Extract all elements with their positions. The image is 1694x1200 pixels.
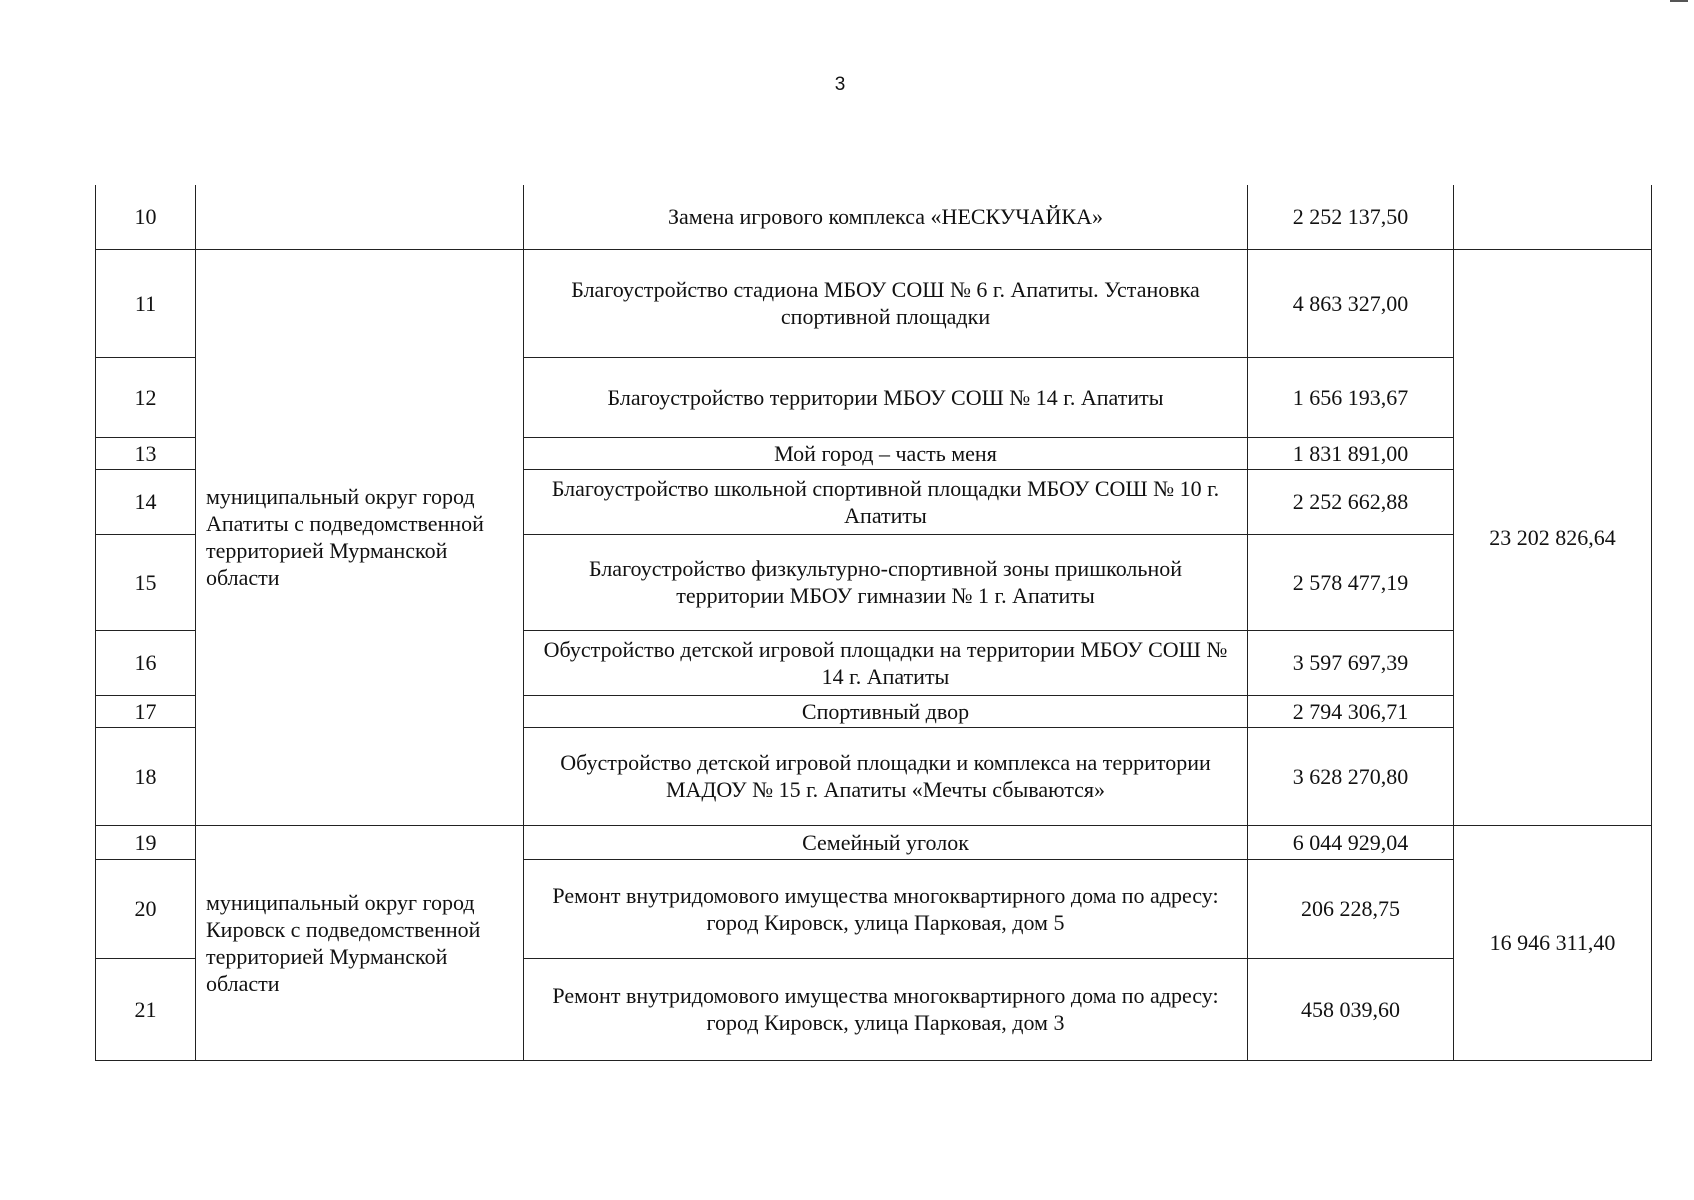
municipality-cell: муниципальный округ город Кировск с подведомственной территорией Мурманской области bbox=[196, 825, 524, 1060]
projects-table bbox=[95, 185, 1652, 1061]
project-name: Благоустройство физкультурно-спортивной зоны пришкольной территории МБОУ гимназии № 1 г. Апатиты bbox=[524, 534, 1248, 630]
table-row bbox=[96, 249, 1652, 357]
project-name: Благоустройство школьной спортивной площадки МБОУ СОШ № 10 г. Апатиты bbox=[524, 469, 1248, 534]
project-amount: 2 578 477,19 bbox=[1248, 534, 1454, 630]
project-amount: 1 831 891,00 bbox=[1248, 437, 1454, 469]
municipality-cell: муниципальный округ город Апатиты с подведомственной территорией Мурманской области bbox=[196, 249, 524, 825]
project-name: Ремонт внутридомового имущества многоквартирного дома по адресу: город Кировск, улица Парковая, дом 3 bbox=[524, 958, 1248, 1060]
project-name: Ремонт внутридомового имущества многоквартирного дома по адресу: город Кировск, улица Парковая, дом 5 bbox=[524, 859, 1248, 958]
row-number: 21 bbox=[96, 958, 196, 1060]
project-name: Обустройство детской игровой площадки на территории МБОУ СОШ № 14 г. Апатиты bbox=[524, 630, 1248, 695]
row-number: 13 bbox=[96, 437, 196, 469]
project-amount: 2 794 306,71 bbox=[1248, 695, 1454, 727]
row-number: 10 bbox=[96, 185, 196, 249]
project-name: Мой город – часть меня bbox=[524, 437, 1248, 469]
project-amount: 6 044 929,04 bbox=[1248, 825, 1454, 859]
project-name: Семейный уголок bbox=[524, 825, 1248, 859]
row-number: 15 bbox=[96, 534, 196, 630]
row-number: 17 bbox=[96, 695, 196, 727]
row-number: 16 bbox=[96, 630, 196, 695]
row-number: 12 bbox=[96, 357, 196, 437]
project-amount: 3 628 270,80 bbox=[1248, 727, 1454, 825]
municipality-cell-empty bbox=[196, 185, 524, 249]
project-amount: 458 039,60 bbox=[1248, 958, 1454, 1060]
project-amount: 4 863 327,00 bbox=[1248, 249, 1454, 357]
row-number: 18 bbox=[96, 727, 196, 825]
project-name: Замена игрового комплекса «НЕСКУЧАЙКА» bbox=[524, 185, 1248, 249]
row-number: 20 bbox=[96, 859, 196, 958]
total-cell-empty bbox=[1454, 185, 1652, 249]
project-amount: 1 656 193,67 bbox=[1248, 357, 1454, 437]
project-name: Обустройство детской игровой площадки и комплекса на территории МАДОУ № 15 г. Апатиты «Мечты сбываются» bbox=[524, 727, 1248, 825]
row-number: 14 bbox=[96, 469, 196, 534]
row-number: 11 bbox=[96, 249, 196, 357]
group-total: 23 202 826,64 bbox=[1454, 249, 1652, 825]
project-name: Благоустройство стадиона МБОУ СОШ № 6 г. Апатиты. Установка спортивной площадки bbox=[524, 249, 1248, 357]
table-row bbox=[96, 185, 1652, 249]
table-row bbox=[96, 825, 1652, 859]
row-number: 19 bbox=[96, 825, 196, 859]
project-amount: 3 597 697,39 bbox=[1248, 630, 1454, 695]
project-amount: 2 252 137,50 bbox=[1248, 185, 1454, 249]
page-number: 3 bbox=[834, 74, 846, 95]
project-name: Спортивный двор bbox=[524, 695, 1248, 727]
project-amount: 206 228,75 bbox=[1248, 859, 1454, 958]
project-name: Благоустройство территории МБОУ СОШ № 14 г. Апатиты bbox=[524, 357, 1248, 437]
scan-corner-mark bbox=[1670, 0, 1688, 2]
project-amount: 2 252 662,88 bbox=[1248, 469, 1454, 534]
group-total: 16 946 311,40 bbox=[1454, 825, 1652, 1060]
